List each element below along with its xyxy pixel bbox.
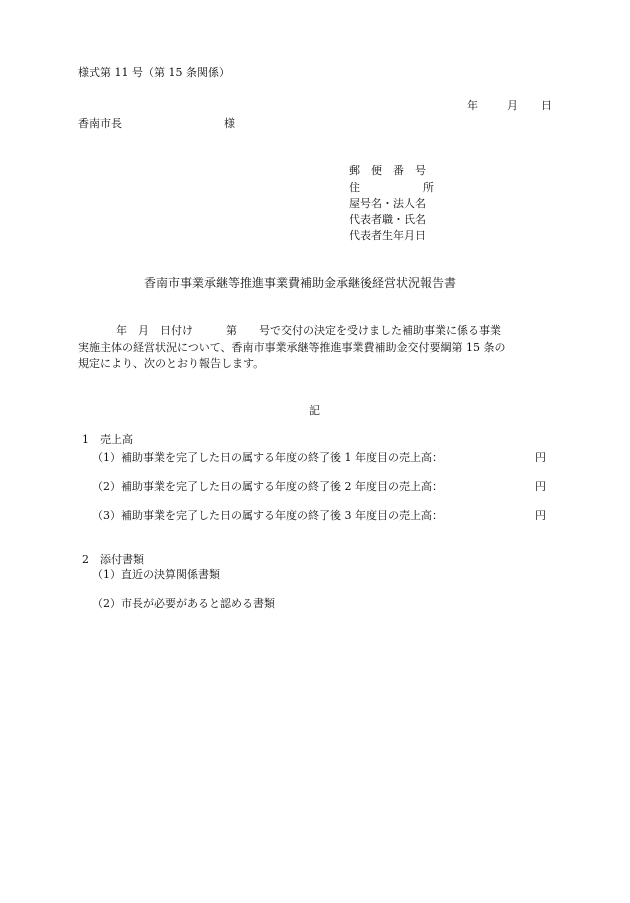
document-title: 香南市事業承継等推進事業費補助金承継後経営状況報告書 xyxy=(144,276,457,290)
form-number: 様式第 11 号（第 15 条関係） xyxy=(78,66,230,79)
applicant-representative-label: 代表者職・氏名 xyxy=(349,213,426,226)
sales-item-1-unit: 円 xyxy=(535,451,546,464)
attachment-item-1: （1）直近の決算関係書類 xyxy=(92,568,220,581)
attachment-item-2: （2）市長が必要があると認める書類 xyxy=(92,597,275,610)
sales-item-3-label: （3）補助事業を完了した日の属する年度の終了後 3 年度目の売上高： xyxy=(92,509,443,522)
sales-item-2-label: （2）補助事業を完了した日の属する年度の終了後 2 年度目の売上高： xyxy=(92,480,443,493)
applicant-business-name-label: 屋号名・法人名 xyxy=(349,197,426,210)
applicant-birthdate-label: 代表者生年月日 xyxy=(349,229,426,242)
addressee-name: 香南市長 xyxy=(78,117,122,130)
sales-item-1-label: （1）補助事業を完了した日の属する年度の終了後 1 年度目の売上高： xyxy=(92,451,443,464)
addressee-honorific: 様 xyxy=(224,117,235,130)
section1-heading: 1 売上高 xyxy=(82,433,133,446)
applicant-postal-code-label: 郵 便 番 号 xyxy=(349,164,426,177)
body-line-1: 年 月 日付け 第 号で交付の決定を受けました補助事業に係る事業 xyxy=(116,324,501,337)
sales-item-3-unit: 円 xyxy=(535,509,546,522)
body-line-3: 規定により、次のとおり報告します。 xyxy=(78,357,265,370)
sales-item-2-unit: 円 xyxy=(535,480,546,493)
date-year: 年 xyxy=(467,99,478,112)
date-day: 日 xyxy=(541,99,552,112)
applicant-address-label-1: 住 xyxy=(349,181,360,194)
date-month: 月 xyxy=(507,99,518,112)
body-line-2: 実施主体の経営状況について、香南市事業承継等推進事業費補助金交付要綱第 15 条の xyxy=(78,341,506,354)
section2-heading: 2 添付書類 xyxy=(82,553,144,566)
applicant-address-label-2: 所 xyxy=(423,181,434,194)
ki-marker: 記 xyxy=(309,404,320,417)
